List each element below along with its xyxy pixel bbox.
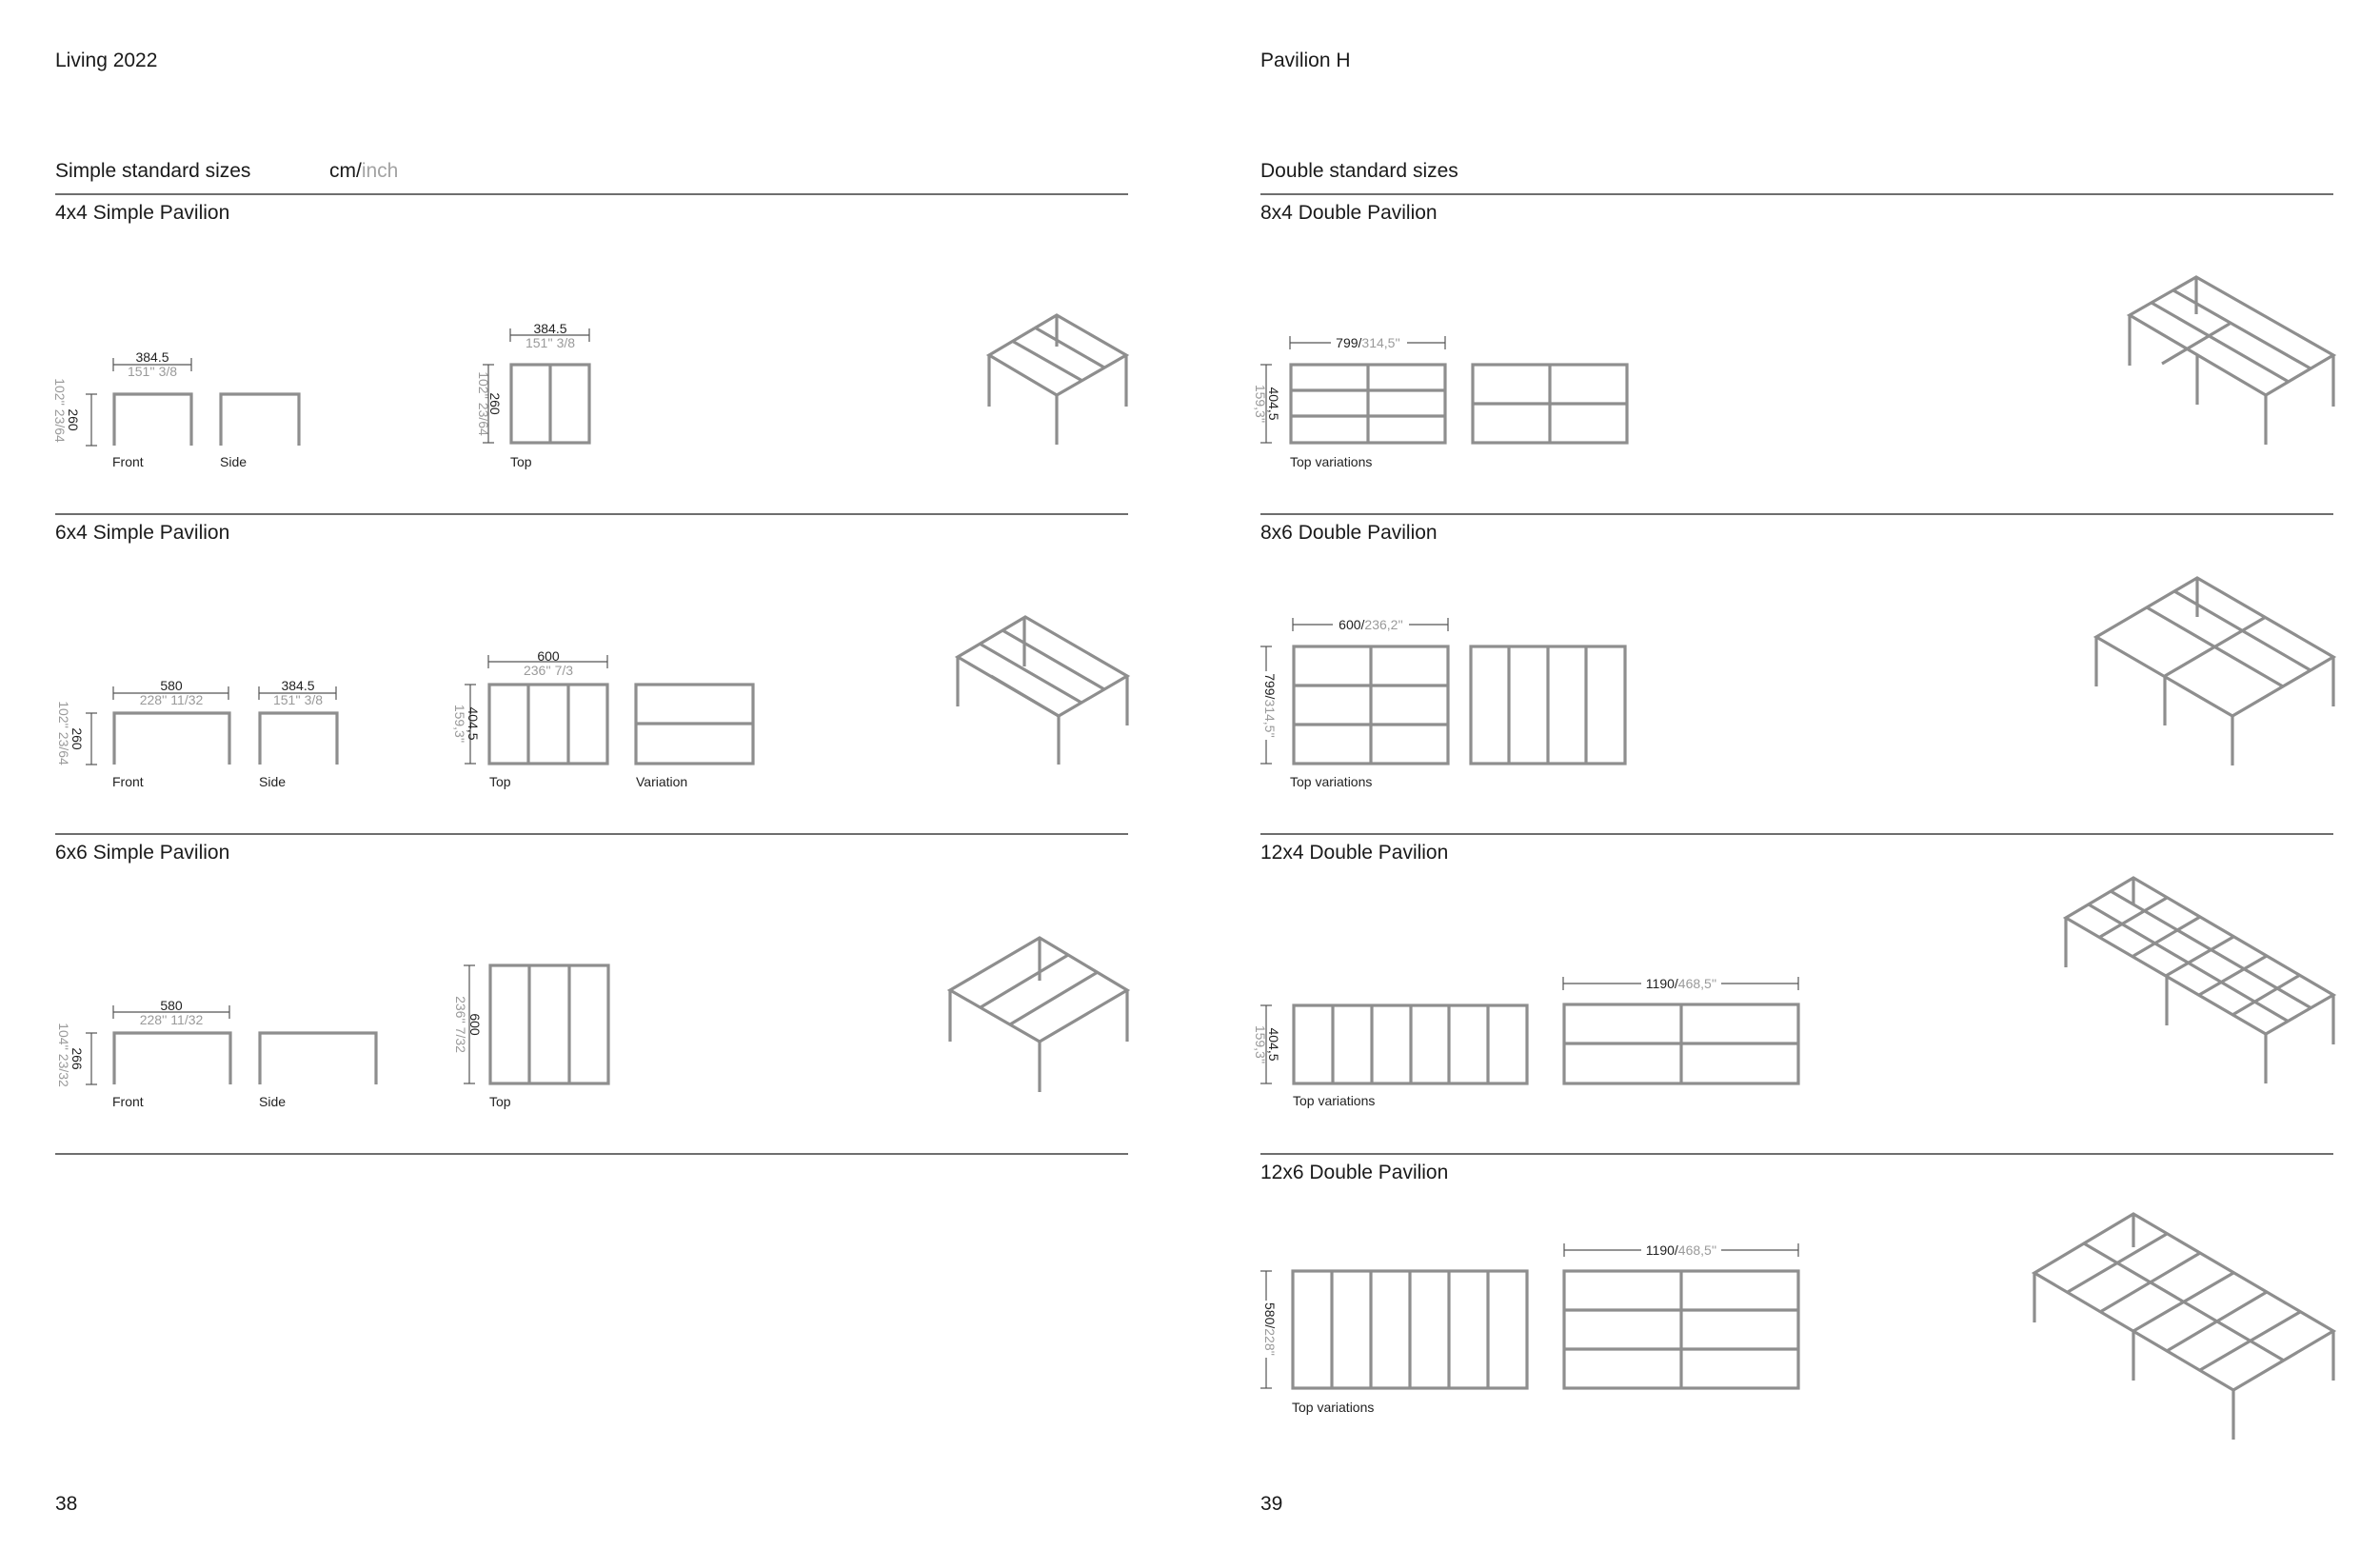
front-width-cm: 580	[160, 678, 183, 693]
side-width-cm: 384.5	[281, 678, 315, 693]
width-in: 468,5''	[1677, 1242, 1717, 1258]
depth-cm: 799/	[1262, 673, 1278, 700]
top-variations-label: Top variations	[1290, 454, 1373, 469]
depth-cm: 404,5	[1266, 387, 1281, 421]
front-label: Front	[112, 1094, 144, 1109]
depth-cm: 580/	[1262, 1302, 1278, 1329]
depth-in: 159,3''	[1253, 1024, 1268, 1064]
section-title: 8x4 Double Pavilion	[1260, 202, 1438, 224]
height-cm: 260	[69, 727, 85, 750]
height-in: 102'' 23/64	[56, 701, 71, 765]
front-width-in: 228'' 11/32	[139, 692, 204, 707]
front-width-cm: 384.5	[135, 349, 169, 365]
side-label: Side	[220, 454, 248, 469]
section-header: Simple standard sizes	[55, 160, 251, 182]
page-number: 39	[1260, 1493, 1283, 1515]
height-cm: 260	[66, 408, 81, 431]
side-width-in: 151'' 3/8	[272, 692, 324, 707]
top-variations-label: Top variations	[1290, 774, 1373, 789]
units-inch: inch	[361, 160, 399, 182]
svg-text:580/228''	[1262, 1302, 1278, 1356]
section-title: 6x4 Simple Pavilion	[55, 522, 230, 544]
right-page	[1190, 0, 2380, 1550]
front-label: Front	[112, 774, 144, 789]
front-label: Front	[112, 454, 144, 469]
svg-text:1190/468,5''	[1646, 1242, 1716, 1258]
top-label: Top	[510, 454, 532, 469]
top-depth-cm: 260	[487, 392, 503, 415]
divider	[55, 1153, 1128, 1155]
width-cm: 799/	[1336, 335, 1362, 350]
width-in: 236,2''	[1364, 617, 1403, 632]
top-variations-label: Top variations	[1293, 1093, 1376, 1108]
section-title: 4x4 Simple Pavilion	[55, 202, 230, 224]
running-head: Pavilion H	[1260, 50, 1351, 71]
top-depth-in: 159,3''	[452, 704, 467, 744]
top-variations-label: Top variations	[1292, 1400, 1375, 1415]
top-depth-cm: 404,5	[466, 706, 481, 741]
variation-label: Variation	[636, 774, 688, 789]
width-in: 468,5''	[1677, 976, 1717, 991]
width-cm: 600/	[1339, 617, 1365, 632]
depth-cm: 404,5	[1266, 1027, 1281, 1062]
front-elevation	[114, 1033, 230, 1084]
depth-in: 314,5''	[1262, 699, 1278, 738]
depth-in: 159,3''	[1253, 384, 1268, 424]
depth-in: 228''	[1262, 1328, 1278, 1356]
top-width-cm: 384.5	[533, 321, 567, 336]
units-cm: cm/	[329, 160, 362, 182]
width-in: 314,5''	[1361, 335, 1400, 350]
top-label: Top	[489, 774, 511, 789]
height-cm: 266	[69, 1047, 85, 1070]
width-cm: 1190/	[1645, 976, 1678, 991]
top-plan	[490, 965, 608, 1083]
top-depth-in: 102'' 23/64	[476, 371, 491, 436]
section-title: 12x6 Double Pavilion	[1260, 1162, 1449, 1183]
height-in: 102'' 23/64	[52, 378, 68, 443]
top-width-in: 236'' 7/3	[523, 663, 574, 678]
side-label: Side	[259, 1094, 287, 1109]
side-label: Side	[259, 774, 287, 789]
front-width-in: 151'' 3/8	[127, 364, 178, 379]
front-width-cm: 580	[160, 998, 183, 1013]
drawing-12x6-double	[1190, 0, 2380, 1550]
section-title: 6x6 Simple Pavilion	[55, 842, 230, 864]
page-number: 38	[55, 1493, 78, 1515]
isometric-6x6	[950, 938, 1127, 1092]
height-in: 104'' 23/32	[56, 1023, 71, 1087]
top-depth-cm: 600	[467, 1013, 483, 1036]
front-width-in: 228'' 11/32	[139, 1012, 204, 1027]
width-cm: 1190/	[1645, 1242, 1678, 1258]
top-depth-in: 236'' 7/32	[453, 996, 468, 1053]
section-header: Double standard sizes	[1260, 160, 1458, 182]
section-title: 8x6 Double Pavilion	[1260, 522, 1438, 544]
top-width-cm: 600	[537, 648, 560, 664]
running-head: Living 2022	[55, 50, 158, 71]
top-label: Top	[489, 1094, 511, 1109]
isometric-12x6-double	[2034, 1214, 2333, 1440]
section-title: 12x4 Double Pavilion	[1260, 842, 1449, 864]
top-width-in: 151'' 3/8	[525, 335, 576, 350]
side-elevation	[260, 1033, 376, 1084]
